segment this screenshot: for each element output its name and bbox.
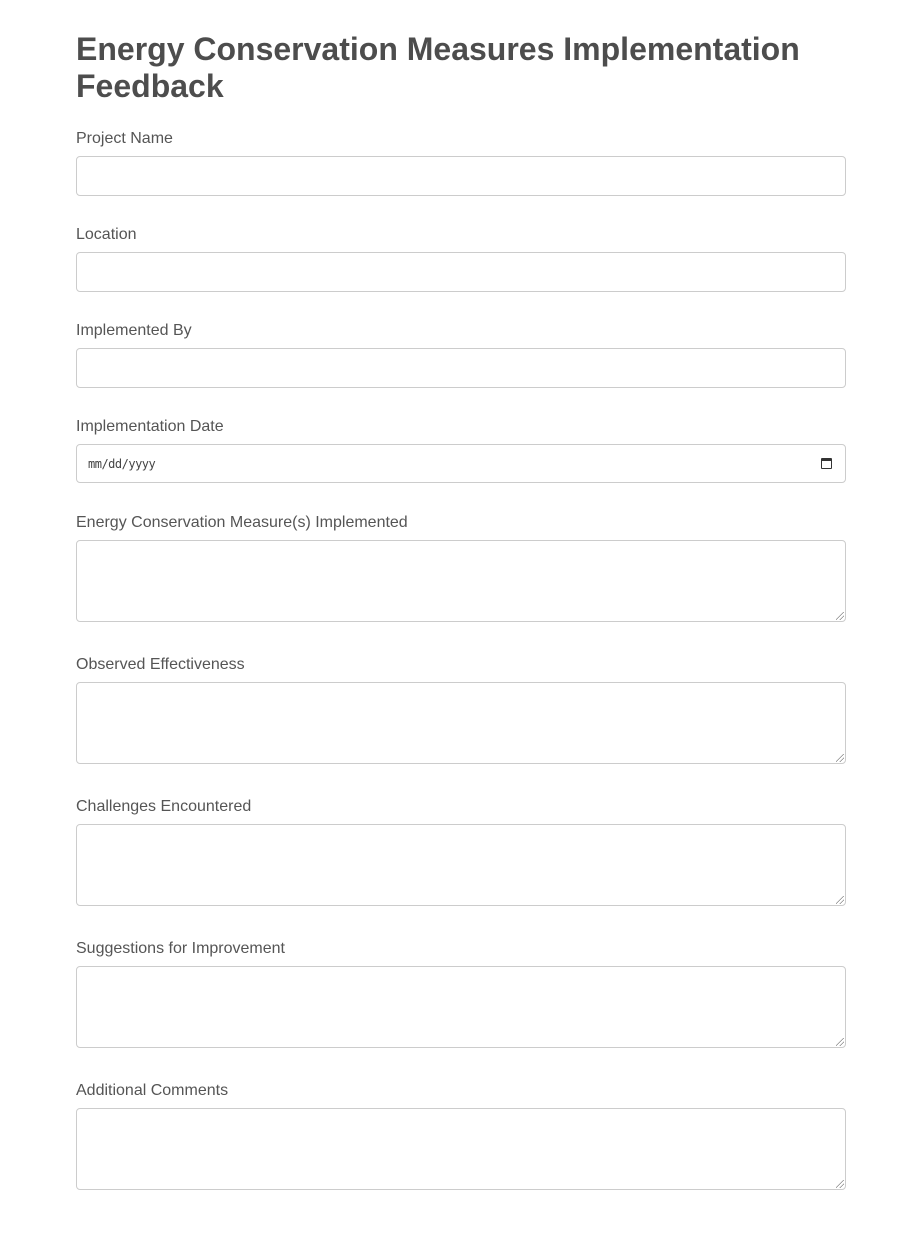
field-measures-implemented [76, 514, 846, 622]
resize-handle-icon[interactable] [836, 754, 844, 762]
page-title: Energy Conservation Measures Implementation Feedback [76, 31, 800, 104]
suggestions-label: Suggestions for Improvement [76, 940, 285, 957]
field-location [76, 226, 846, 292]
resize-handle-icon[interactable] [836, 896, 844, 904]
field-implemented-by [76, 322, 846, 388]
measures-implemented-label: Energy Conservation Measure(s) Implemented [76, 514, 408, 531]
suggestions-textarea[interactable] [76, 966, 846, 1048]
location-input[interactable] [76, 252, 846, 292]
additional-comments-label: Additional Comments [76, 1082, 229, 1099]
feedback-form [76, 0, 846, 1190]
project-name-input[interactable] [76, 156, 846, 196]
field-project-name [76, 130, 846, 196]
observed-effectiveness-textarea[interactable] [76, 682, 846, 764]
observed-effectiveness-label: Observed Effectiveness [76, 656, 245, 673]
date-placeholder: mm/dd/yyyy [88, 457, 156, 471]
challenges-encountered-label: Challenges Encountered [76, 798, 252, 815]
field-observed-effectiveness [76, 656, 846, 764]
implementation-date-input[interactable] [76, 444, 846, 483]
measures-implemented-textarea[interactable] [76, 540, 846, 622]
field-challenges-encountered [76, 798, 846, 906]
resize-handle-icon[interactable] [836, 1038, 844, 1046]
implementation-date-label: Implementation Date [76, 418, 224, 435]
resize-handle-icon[interactable] [836, 1180, 844, 1188]
implemented-by-input[interactable] [76, 348, 846, 388]
challenges-encountered-textarea[interactable] [76, 824, 846, 906]
location-label: Location [76, 226, 137, 243]
additional-comments-textarea[interactable] [76, 1108, 846, 1190]
field-additional-comments [76, 1082, 846, 1190]
calendar-icon[interactable] [821, 458, 832, 469]
project-name-label: Project Name [76, 130, 173, 147]
field-implementation-date [76, 418, 846, 483]
resize-handle-icon[interactable] [836, 612, 844, 620]
field-suggestions [76, 940, 846, 1048]
implemented-by-label: Implemented By [76, 322, 192, 339]
